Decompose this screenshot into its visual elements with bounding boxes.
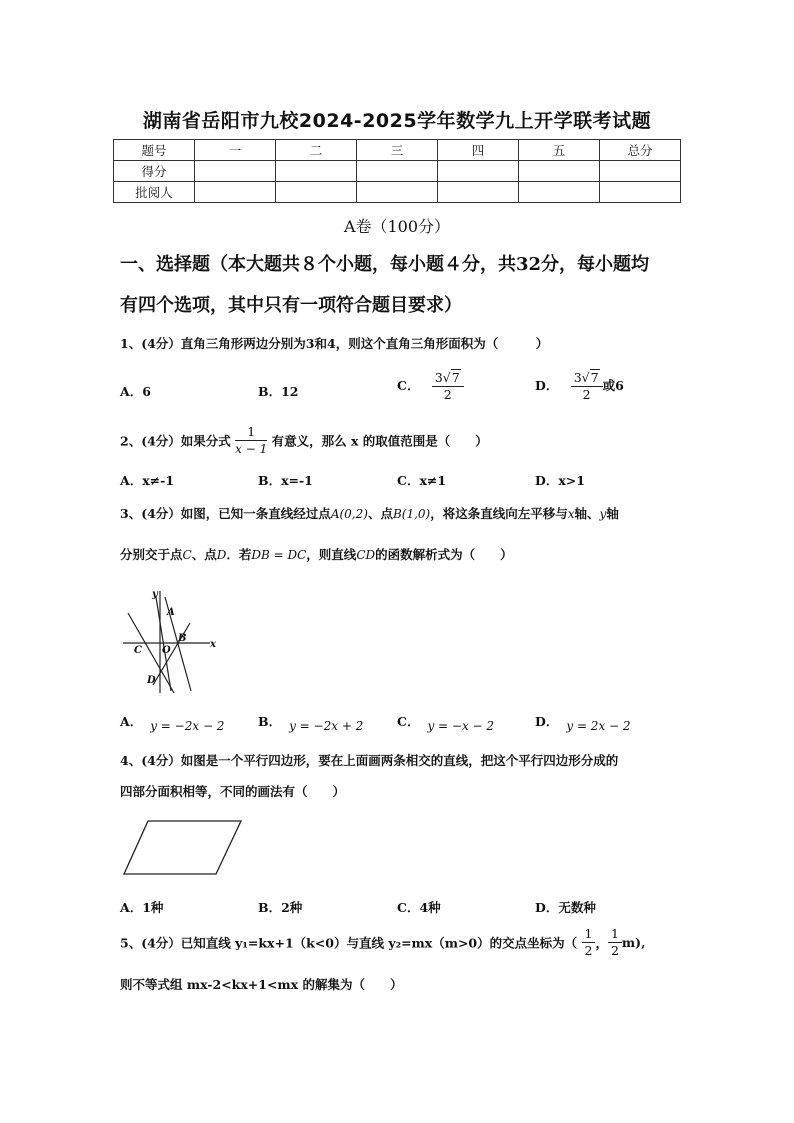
score-cell: 三 <box>357 140 438 161</box>
denominator: 2 <box>443 387 452 402</box>
question-4-line2: 四部分面积相等，不同的画法有（ ） <box>120 784 346 799</box>
q3-text: 轴 <box>606 506 619 521</box>
fraction: $\frac{3√7}{2}$ <box>432 370 464 403</box>
q3-text: 3、(4分）如图，已知一条直线经过点 <box>120 506 331 521</box>
fraction <box>235 424 267 457</box>
page-title: 湖南省岳阳市九校2024-2025学年数学九上开学联考试题 <box>142 110 652 132</box>
option-label: B． <box>258 714 282 729</box>
q1-option-b[interactable]: B．12 <box>258 384 299 399</box>
option-label: D． <box>535 714 559 729</box>
q2-option-d[interactable]: D．x>1 <box>535 473 585 488</box>
q5-text: ， <box>595 935 608 951</box>
score-cell: 题号 <box>114 140 195 161</box>
q1-option-d[interactable] <box>535 370 624 403</box>
score-cell[interactable] <box>600 182 681 203</box>
fig-label-c: C <box>134 645 142 656</box>
fig-label-o: O <box>162 645 171 656</box>
score-table-header <box>114 140 681 161</box>
question-5-line1 <box>120 926 700 959</box>
score-cell[interactable] <box>519 161 600 182</box>
q3-text: ，将这条直线向左平移与 <box>430 506 568 521</box>
q3-option-b[interactable] <box>258 712 364 733</box>
score-cell[interactable] <box>276 182 357 203</box>
score-cell: 二 <box>276 140 357 161</box>
score-cell[interactable] <box>357 182 438 203</box>
q3-text: ．若 <box>226 547 252 562</box>
fig-label-d: D <box>147 675 156 686</box>
q3-figure <box>118 585 218 697</box>
point-a: A(0,2) <box>330 507 368 521</box>
question-2 <box>120 424 690 457</box>
axis-y: y <box>599 507 607 521</box>
denominator: 2 <box>584 943 593 958</box>
option-value: y = −2x + 2 <box>289 719 364 733</box>
fraction <box>582 926 596 959</box>
score-row <box>114 182 681 203</box>
radicand: 7 <box>590 370 599 385</box>
question-4-line1: 4、(4分）如图是一个平行四边形，要在上面画两条相交的直线，把这个平行四边形分成的 <box>120 753 619 768</box>
score-cell: 批阅人 <box>114 182 195 203</box>
question-1: 1、(4分）直角三角形两边分别为3和4，则这个直角三角形面积为（ ） <box>120 336 549 351</box>
q2-text: 2、(4分）如果分式 <box>120 433 231 449</box>
q3-option-d[interactable] <box>535 712 631 733</box>
parallelogram <box>124 821 241 874</box>
fig-label-x: x <box>210 639 216 650</box>
score-cell[interactable] <box>357 161 438 182</box>
q3-text: ，则直线 <box>306 547 357 562</box>
q2-text: 有意义，那么 x 的取值范围是（ ） <box>271 433 488 449</box>
fraction: $\frac{3√7}{2}$ <box>571 370 603 403</box>
score-cell[interactable] <box>438 161 519 182</box>
q3-option-c[interactable] <box>397 712 495 733</box>
denominator: x − 1 <box>235 442 268 456</box>
q4-option-c[interactable]: C．4种 <box>397 900 441 915</box>
score-cell[interactable] <box>276 161 357 182</box>
axis-x: x <box>567 507 575 521</box>
score-cell[interactable] <box>195 182 276 203</box>
score-cell: 总分 <box>600 140 681 161</box>
q3-text: 轴、 <box>574 506 600 521</box>
option-value: y = 2x − 2 <box>566 719 631 733</box>
score-cell: 五 <box>519 140 600 161</box>
fig-label-y: y <box>152 589 158 600</box>
question-3-line2 <box>120 545 690 563</box>
q2-option-a[interactable]: A．x≠-1 <box>120 473 175 488</box>
option-suffix: 或6 <box>602 378 624 393</box>
section-heading <box>120 247 690 324</box>
q4-option-b[interactable]: B．2种 <box>258 900 303 915</box>
denominator: 2 <box>610 943 619 958</box>
fraction <box>608 926 622 959</box>
coef: 3 <box>434 370 443 385</box>
q2-option-c[interactable]: C．x≠1 <box>397 473 447 488</box>
q3-text: 的函数解析式为（ ） <box>375 547 513 562</box>
option-value: y = −2x − 2 <box>150 719 225 733</box>
score-cell[interactable] <box>438 182 519 203</box>
option-label: D． <box>535 378 559 393</box>
line-cd: CD <box>356 548 376 562</box>
point-d: D <box>216 548 227 562</box>
fig-label-b: B <box>178 633 187 644</box>
score-cell[interactable] <box>519 182 600 203</box>
q4-parallelogram-figure <box>120 818 246 878</box>
numerator: 1 <box>235 424 267 441</box>
radicand: 7 <box>451 370 460 385</box>
coef: 3 <box>573 370 582 385</box>
point-b: B(1,0) <box>392 507 431 521</box>
score-cell: 四 <box>438 140 519 161</box>
q5-text: 5、(4分）已知直线 y₁=kx+1（k<0）与直线 y₂=mx（m>0）的交点坐标为（ <box>120 935 578 951</box>
q4-option-a[interactable]: A．1种 <box>120 900 164 915</box>
q5-text: m), <box>621 935 646 950</box>
q1-option-c[interactable] <box>397 370 464 403</box>
q4-option-d[interactable]: D．无数种 <box>535 900 596 915</box>
q1-option-a[interactable]: A．6 <box>120 384 151 399</box>
q3-text: 分别交于点 <box>120 547 183 562</box>
q3-text: 、点 <box>367 506 393 521</box>
fig-label-a: A <box>167 607 175 618</box>
numerator: 1 <box>608 926 622 943</box>
question-5-line2: 则不等式组 mx-2<kx+1<mx 的解集为（ ） <box>120 977 403 992</box>
score-cell: 得分 <box>114 161 195 182</box>
section-heading-line: 一、选择题（本大题共８个小题，每小题４分，共32分，每小题均 <box>120 254 650 275</box>
option-label: C． <box>397 714 420 729</box>
score-cell: 一 <box>195 140 276 161</box>
q2-option-b[interactable]: B．x=-1 <box>258 473 313 488</box>
score-table <box>113 139 681 203</box>
option-value: y = −x − 2 <box>427 719 495 733</box>
q3-option-a[interactable] <box>120 712 225 733</box>
numerator: 1 <box>582 926 596 943</box>
q3-text: 、点 <box>191 547 217 562</box>
point-c: C <box>182 548 192 562</box>
option-label: A． <box>120 714 143 729</box>
option-label: C． <box>397 378 420 393</box>
score-cell[interactable] <box>600 161 681 182</box>
score-row <box>114 161 681 182</box>
section-heading-line: 有四个选项，其中只有一项符合题目要求） <box>120 295 462 316</box>
volume-heading: A卷（100分） <box>343 217 451 236</box>
score-cell[interactable] <box>195 161 276 182</box>
equation: DB = DC <box>251 548 307 562</box>
denominator: 2 <box>582 387 591 402</box>
question-3-line1 <box>120 504 690 522</box>
